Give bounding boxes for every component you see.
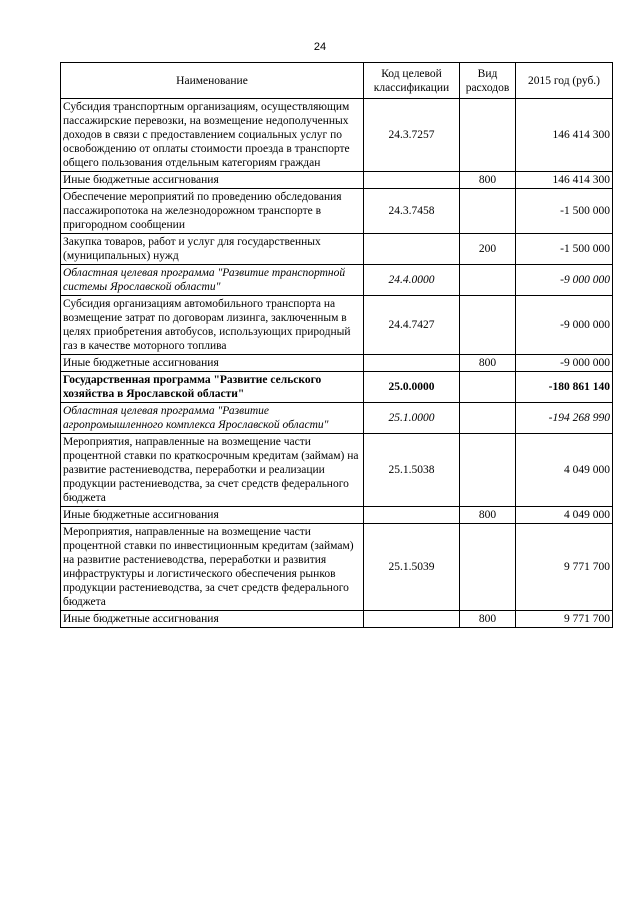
table-row	[61, 403, 613, 434]
cell-amount: 4 049 000	[516, 507, 613, 524]
cell-code	[364, 172, 460, 189]
table-row	[61, 189, 613, 234]
cell-code: 25.1.0000	[364, 403, 460, 434]
cell-kind: 800	[460, 355, 516, 372]
cell-amount: 146 414 300	[516, 99, 613, 172]
cell-kind: 800	[460, 507, 516, 524]
header-code: Код целевой классификации	[364, 63, 460, 99]
cell-amount: 4 049 000	[516, 434, 613, 507]
cell-name: Субсидия организациям автомобильного транспорта на возмещение затрат по договорам лизинга, заключенным в целях приобретения автобусов, использующих природный газ в качестве моторного топлива	[61, 296, 364, 355]
cell-kind	[460, 403, 516, 434]
header-kind: Вид расходов	[460, 63, 516, 99]
cell-amount: -1 500 000	[516, 189, 613, 234]
cell-name: Обеспечение мероприятий по проведению обследования пассажиропотока на железнодорожном транспорте в пригородном сообщении	[61, 189, 364, 234]
table-row	[61, 234, 613, 265]
cell-name: Иные бюджетные ассигнования	[61, 355, 364, 372]
table-row	[61, 355, 613, 372]
cell-code	[364, 507, 460, 524]
cell-kind	[460, 189, 516, 234]
cell-kind	[460, 372, 516, 403]
cell-name: Мероприятия, направленные на возмещение части процентной ставки по краткосрочным кредитам (займам) на развитие растениеводства, переработки и реализации продукции растениеводства, за счет средств федерального бюджета	[61, 434, 364, 507]
cell-amount: -9 000 000	[516, 355, 613, 372]
table-header-row	[61, 63, 613, 99]
cell-amount: -180 861 140	[516, 372, 613, 403]
cell-kind	[460, 434, 516, 507]
cell-code: 24.3.7257	[364, 99, 460, 172]
cell-amount: -9 000 000	[516, 265, 613, 296]
table-row	[61, 524, 613, 611]
cell-name: Иные бюджетные ассигнования	[61, 507, 364, 524]
cell-code	[364, 355, 460, 372]
cell-name: Областная целевая программа "Развитие транспортной системы Ярославской области"	[61, 265, 364, 296]
header-amount: 2015 год (руб.)	[516, 63, 613, 99]
table-row	[61, 172, 613, 189]
cell-amount: -194 268 990	[516, 403, 613, 434]
cell-kind: 800	[460, 611, 516, 628]
cell-code: 24.4.0000	[364, 265, 460, 296]
cell-kind	[460, 99, 516, 172]
page-number: 24	[313, 41, 327, 53]
cell-name: Областная целевая программа "Развитие агропромышленного комплекса Ярославской области"	[61, 403, 364, 434]
budget-table	[60, 62, 613, 628]
cell-kind	[460, 296, 516, 355]
table-row	[61, 296, 613, 355]
cell-kind: 800	[460, 172, 516, 189]
cell-name: Закупка товаров, работ и услуг для государственных (муниципальных) нужд	[61, 234, 364, 265]
cell-kind: 200	[460, 234, 516, 265]
cell-amount: 146 414 300	[516, 172, 613, 189]
cell-amount: 9 771 700	[516, 524, 613, 611]
cell-kind	[460, 265, 516, 296]
cell-name: Иные бюджетные ассигнования	[61, 172, 364, 189]
cell-name: Субсидия транспортным организациям, осуществляющим пассажирские перевозки, на возмещение недополученных доходов в связи с предоставлением социальных услуг по освобождению от оплаты стоимости проезда в транспорте общего пользования отдельным категориям граждан	[61, 99, 364, 172]
cell-code: 25.0.0000	[364, 372, 460, 403]
cell-code: 25.1.5038	[364, 434, 460, 507]
cell-code	[364, 234, 460, 265]
cell-code: 24.3.7458	[364, 189, 460, 234]
cell-code	[364, 611, 460, 628]
table-row	[61, 99, 613, 172]
cell-amount: 9 771 700	[516, 611, 613, 628]
table-row	[61, 372, 613, 403]
table-row	[61, 611, 613, 628]
cell-name: Мероприятия, направленные на возмещение части процентной ставки по инвестиционным кредитам (займам) на развитие растениеводства, переработки и развития инфраструктуры и логистического обеспечения рынков продукции растениеводства, за счет средств федерального бюджета	[61, 524, 364, 611]
header-name: Наименование	[61, 63, 364, 99]
table-row	[61, 265, 613, 296]
table-row	[61, 434, 613, 507]
cell-kind	[460, 524, 516, 611]
table-row	[61, 507, 613, 524]
table-body	[61, 99, 613, 628]
cell-name: Иные бюджетные ассигнования	[61, 611, 364, 628]
cell-code: 25.1.5039	[364, 524, 460, 611]
cell-amount: -9 000 000	[516, 296, 613, 355]
cell-amount: -1 500 000	[516, 234, 613, 265]
cell-name: Государственная программа "Развитие сельского хозяйства в Ярославской области"	[61, 372, 364, 403]
cell-code: 24.4.7427	[364, 296, 460, 355]
